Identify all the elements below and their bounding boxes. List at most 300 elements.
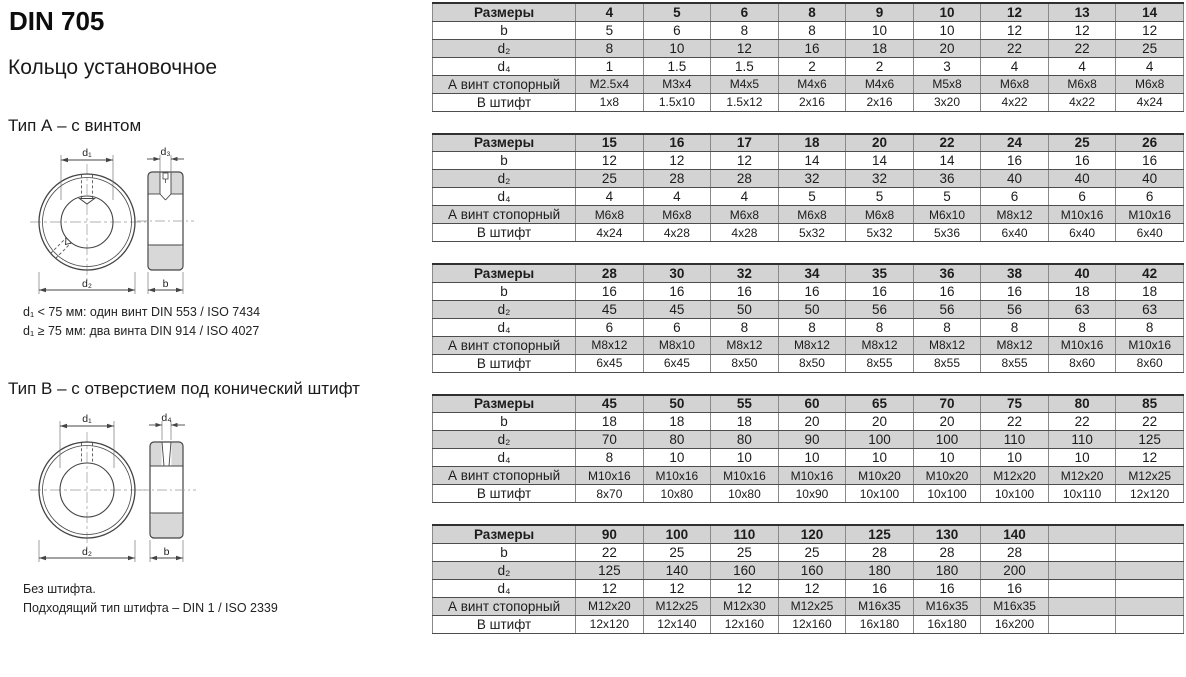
value-cell-b: 8 — [778, 21, 846, 39]
row-label-b: b — [433, 152, 576, 170]
page-title: DIN 705 — [9, 6, 105, 36]
value-cell-pin: 1.5x12 — [711, 93, 779, 111]
value-cell-b: 6 — [643, 21, 711, 39]
value-cell-d2: 32 — [778, 170, 846, 188]
dim-label-d1: d₁ — [82, 413, 92, 425]
size-header-cell: 80 — [1048, 395, 1116, 413]
value-cell-screw — [1116, 597, 1184, 615]
size-header-cell: 70 — [913, 395, 981, 413]
value-cell-d2: 56 — [913, 300, 981, 318]
dimension-table-2 — [432, 133, 1184, 243]
value-cell-b: 5 — [576, 21, 644, 39]
value-cell-pin: 10x80 — [643, 485, 711, 503]
value-cell-pin: 4x28 — [643, 224, 711, 242]
value-cell-screw: M4x6 — [778, 75, 846, 93]
value-cell-screw: M10x16 — [1116, 206, 1184, 224]
dimension-table-1 — [432, 2, 1184, 112]
value-cell-d2: 63 — [1048, 300, 1116, 318]
value-cell-b: 12 — [1116, 21, 1184, 39]
value-cell-d2: 63 — [1116, 300, 1184, 318]
value-cell-b: 12 — [981, 21, 1049, 39]
row-label-d2: d₂ — [433, 300, 576, 318]
value-cell-b: 16 — [711, 282, 779, 300]
row-label-b: b — [433, 543, 576, 561]
value-cell-d4: 4 — [711, 188, 779, 206]
value-cell-screw: M10x16 — [1048, 336, 1116, 354]
value-cell-d4: 8 — [576, 449, 644, 467]
value-cell-b: 8 — [711, 21, 779, 39]
value-cell-pin: 2x16 — [778, 93, 846, 111]
size-header-cell: 14 — [1116, 3, 1184, 21]
value-cell-b: 28 — [981, 543, 1049, 561]
value-cell-d4: 6 — [981, 188, 1049, 206]
value-cell-d2: 56 — [981, 300, 1049, 318]
value-cell-screw: M10x20 — [846, 467, 914, 485]
dim-label-d2: d₂ — [82, 546, 92, 558]
value-cell-d4: 16 — [846, 579, 914, 597]
value-cell-d2: 28 — [643, 170, 711, 188]
value-cell-pin: 16x180 — [846, 615, 914, 633]
value-cell-d2: 100 — [913, 431, 981, 449]
size-header-cell: 26 — [1116, 134, 1184, 152]
row-label-d4: d₄ — [433, 188, 576, 206]
value-cell-screw: M6x8 — [643, 206, 711, 224]
value-cell-pin — [1048, 615, 1116, 633]
value-cell-d4: 3 — [913, 57, 981, 75]
row-label-pin: В штифт — [433, 485, 576, 503]
value-cell-screw: M16x35 — [981, 597, 1049, 615]
value-cell-d4: 6 — [1116, 188, 1184, 206]
value-cell-screw: M4x5 — [711, 75, 779, 93]
row-label-pin: В штифт — [433, 615, 576, 633]
value-cell-screw: M6x8 — [711, 206, 779, 224]
size-header-cell: 34 — [778, 264, 846, 282]
value-cell-pin: 4x24 — [576, 224, 644, 242]
value-cell-pin: 12x120 — [1116, 485, 1184, 503]
value-cell-d4: 10 — [981, 449, 1049, 467]
value-cell-screw — [1048, 597, 1116, 615]
value-cell-screw: M8x12 — [711, 336, 779, 354]
type-a-notes — [23, 303, 260, 341]
value-cell-screw: M8x10 — [643, 336, 711, 354]
value-cell-d4: 5 — [778, 188, 846, 206]
value-cell-pin: 10x100 — [846, 485, 914, 503]
dim-label-d3: d₃ — [160, 146, 171, 158]
value-cell-d4: 5 — [846, 188, 914, 206]
value-cell-screw: M16x35 — [913, 597, 981, 615]
size-header-cell: 36 — [913, 264, 981, 282]
value-cell-d4: 1 — [576, 57, 644, 75]
value-cell-d2: 28 — [711, 170, 779, 188]
value-cell-screw: M12x25 — [643, 597, 711, 615]
sizes-header-label: Размеры — [433, 3, 576, 21]
sizes-header-label: Размеры — [433, 395, 576, 413]
dimension-table-4 — [432, 394, 1184, 504]
value-cell-d4 — [1048, 579, 1116, 597]
value-cell-d4: 5 — [913, 188, 981, 206]
value-cell-d2: 45 — [576, 300, 644, 318]
value-cell-pin: 4x22 — [1048, 93, 1116, 111]
value-cell-d2: 20 — [913, 39, 981, 57]
value-cell-d4: 4 — [1048, 57, 1116, 75]
value-cell-d4: 12 — [576, 579, 644, 597]
size-header-cell: 65 — [846, 395, 914, 413]
value-cell-pin: 8x55 — [846, 354, 914, 372]
value-cell-b: 25 — [778, 543, 846, 561]
value-cell-pin: 4x22 — [981, 93, 1049, 111]
value-cell-pin: 10x80 — [711, 485, 779, 503]
row-label-screw: А винт стопорный — [433, 206, 576, 224]
value-cell-d2: 10 — [643, 39, 711, 57]
row-label-screw: А винт стопорный — [433, 467, 576, 485]
value-cell-b: 16 — [981, 282, 1049, 300]
value-cell-d2: 125 — [1116, 431, 1184, 449]
value-cell-pin: 8x60 — [1048, 354, 1116, 372]
value-cell-pin: 6x40 — [1116, 224, 1184, 242]
value-cell-pin: 5x32 — [778, 224, 846, 242]
value-cell-pin: 8x70 — [576, 485, 644, 503]
value-cell-d4: 1.5 — [643, 57, 711, 75]
size-header-cell: 100 — [643, 525, 711, 543]
size-header-cell: 35 — [846, 264, 914, 282]
value-cell-screw: M6x10 — [913, 206, 981, 224]
value-cell-d2: 25 — [1116, 39, 1184, 57]
value-cell-b: 16 — [981, 152, 1049, 170]
value-cell-screw: M6x8 — [576, 206, 644, 224]
value-cell-d2: 200 — [981, 561, 1049, 579]
value-cell-pin: 4x28 — [711, 224, 779, 242]
size-header-cell: 90 — [576, 525, 644, 543]
value-cell-pin: 1.5x10 — [643, 93, 711, 111]
dimension-table-5 — [432, 524, 1184, 634]
size-header-cell: 120 — [778, 525, 846, 543]
size-header-cell: 4 — [576, 3, 644, 21]
value-cell-d2: 50 — [711, 300, 779, 318]
row-label-screw: А винт стопорный — [433, 336, 576, 354]
value-cell-b: 20 — [778, 413, 846, 431]
size-header-cell: 32 — [711, 264, 779, 282]
page-subtitle: Кольцо установочное — [8, 56, 218, 79]
type-b-heading: Тип В – с отверстием под конический штифт — [8, 379, 360, 398]
type-a-heading: Тип А – с винтом — [8, 116, 142, 135]
value-cell-pin: 12x160 — [778, 615, 846, 633]
value-cell-pin: 8x60 — [1116, 354, 1184, 372]
value-cell-screw: M10x16 — [711, 467, 779, 485]
value-cell-d2: 160 — [711, 561, 779, 579]
row-label-d2: d₂ — [433, 561, 576, 579]
value-cell-pin: 2x16 — [846, 93, 914, 111]
value-cell-pin: 10x110 — [1048, 485, 1116, 503]
value-cell-d4: 4 — [1116, 57, 1184, 75]
value-cell-pin: 8x50 — [778, 354, 846, 372]
value-cell-b: 22 — [1116, 413, 1184, 431]
value-cell-b: 28 — [913, 543, 981, 561]
size-header-cell: 45 — [576, 395, 644, 413]
value-cell-screw: M8x12 — [913, 336, 981, 354]
value-cell-pin: 10x100 — [913, 485, 981, 503]
value-cell-pin: 6x45 — [576, 354, 644, 372]
value-cell-d4: 8 — [913, 318, 981, 336]
value-cell-screw: M6x8 — [846, 206, 914, 224]
value-cell-pin: 6x40 — [981, 224, 1049, 242]
value-cell-b — [1048, 543, 1116, 561]
size-header-cell — [1116, 525, 1184, 543]
size-header-cell: 18 — [778, 134, 846, 152]
value-cell-screw: M5x8 — [913, 75, 981, 93]
value-cell-d2: 22 — [981, 39, 1049, 57]
size-header-cell: 25 — [1048, 134, 1116, 152]
value-cell-b: 20 — [846, 413, 914, 431]
size-header-cell: 85 — [1116, 395, 1184, 413]
value-cell-b: 10 — [846, 21, 914, 39]
row-label-d2: d₂ — [433, 431, 576, 449]
size-header-cell: 75 — [981, 395, 1049, 413]
value-cell-d2 — [1048, 561, 1116, 579]
value-cell-d4: 8 — [846, 318, 914, 336]
size-header-cell: 28 — [576, 264, 644, 282]
row-label-d4: d₄ — [433, 579, 576, 597]
size-header-cell: 30 — [643, 264, 711, 282]
size-header-cell: 9 — [846, 3, 914, 21]
value-cell-d4: 12 — [643, 579, 711, 597]
size-header-cell: 8 — [778, 3, 846, 21]
value-cell-screw: M10x16 — [1048, 206, 1116, 224]
value-cell-pin — [1116, 615, 1184, 633]
row-label-screw: А винт стопорный — [433, 597, 576, 615]
size-header-cell: 22 — [913, 134, 981, 152]
value-cell-d4: 6 — [1048, 188, 1116, 206]
value-cell-d2: 45 — [643, 300, 711, 318]
value-cell-pin: 8x50 — [711, 354, 779, 372]
value-cell-d2: 110 — [1048, 431, 1116, 449]
size-header-cell: 24 — [981, 134, 1049, 152]
value-cell-d2: 140 — [643, 561, 711, 579]
value-cell-d2: 90 — [778, 431, 846, 449]
value-cell-d2: 40 — [981, 170, 1049, 188]
value-cell-d2: 12 — [711, 39, 779, 57]
value-cell-b: 16 — [576, 282, 644, 300]
value-cell-d2: 70 — [576, 431, 644, 449]
value-cell-d4: 12 — [1116, 449, 1184, 467]
value-cell-d4: 6 — [576, 318, 644, 336]
sizes-header-label: Размеры — [433, 525, 576, 543]
value-cell-screw: M6x8 — [778, 206, 846, 224]
value-cell-pin: 12x120 — [576, 615, 644, 633]
value-cell-screw: M10x20 — [913, 467, 981, 485]
value-cell-d4: 8 — [778, 318, 846, 336]
value-cell-b: 16 — [1048, 152, 1116, 170]
value-cell-b: 28 — [846, 543, 914, 561]
value-cell-d4: 10 — [913, 449, 981, 467]
value-cell-d4: 10 — [778, 449, 846, 467]
row-label-d2: d₂ — [433, 170, 576, 188]
value-cell-screw: M12x25 — [1116, 467, 1184, 485]
value-cell-screw: M2.5x4 — [576, 75, 644, 93]
row-label-d4: d₄ — [433, 57, 576, 75]
value-cell-pin: 6x45 — [643, 354, 711, 372]
value-cell-d4: 8 — [711, 318, 779, 336]
value-cell-screw: M12x20 — [576, 597, 644, 615]
value-cell-screw: M10x16 — [1116, 336, 1184, 354]
value-cell-d4: 4 — [981, 57, 1049, 75]
size-header-cell: 140 — [981, 525, 1049, 543]
value-cell-screw: M8x12 — [981, 336, 1049, 354]
value-cell-d4: 16 — [981, 579, 1049, 597]
size-header-cell: 40 — [1048, 264, 1116, 282]
value-cell-pin: 5x32 — [846, 224, 914, 242]
size-header-cell: 13 — [1048, 3, 1116, 21]
value-cell-d4: 10 — [643, 449, 711, 467]
value-cell-d4: 8 — [1116, 318, 1184, 336]
row-label-b: b — [433, 282, 576, 300]
value-cell-pin: 16x200 — [981, 615, 1049, 633]
value-cell-b: 25 — [711, 543, 779, 561]
value-cell-d4: 16 — [913, 579, 981, 597]
value-cell-b: 14 — [778, 152, 846, 170]
value-cell-pin: 10x100 — [981, 485, 1049, 503]
value-cell-d4: 10 — [846, 449, 914, 467]
value-cell-pin: 4x24 — [1116, 93, 1184, 111]
size-header-cell: 110 — [711, 525, 779, 543]
value-cell-screw: M8x12 — [576, 336, 644, 354]
size-header-cell: 130 — [913, 525, 981, 543]
value-cell-d2: 160 — [778, 561, 846, 579]
value-cell-screw: M12x20 — [981, 467, 1049, 485]
value-cell-screw: M10x16 — [643, 467, 711, 485]
value-cell-b: 22 — [1048, 413, 1116, 431]
value-cell-b: 16 — [846, 282, 914, 300]
dimension-table-3 — [432, 263, 1184, 373]
row-label-b: b — [433, 21, 576, 39]
type-a-drawing — [25, 142, 220, 304]
value-cell-screw: M6x8 — [981, 75, 1049, 93]
value-cell-screw: M12x30 — [711, 597, 779, 615]
value-cell-d2: 125 — [576, 561, 644, 579]
value-cell-b: 12 — [1048, 21, 1116, 39]
value-cell-d4 — [1116, 579, 1184, 597]
value-cell-b: 18 — [711, 413, 779, 431]
value-cell-d2: 16 — [778, 39, 846, 57]
value-cell-b: 16 — [778, 282, 846, 300]
value-cell-d2: 180 — [913, 561, 981, 579]
sizes-header-label: Размеры — [433, 134, 576, 152]
type-a-note-2: d₁ ≥ 75 мм: два винта DIN 914 / ISO 4027 — [23, 324, 260, 338]
value-cell-b: 14 — [846, 152, 914, 170]
value-cell-b: 20 — [913, 413, 981, 431]
dim-label-d4: d₄ — [161, 412, 172, 424]
value-cell-d4: 8 — [981, 318, 1049, 336]
row-label-pin: В штифт — [433, 224, 576, 242]
value-cell-d4: 1.5 — [711, 57, 779, 75]
value-cell-pin: 12x160 — [711, 615, 779, 633]
value-cell-d2: 40 — [1116, 170, 1184, 188]
size-header-cell: 60 — [778, 395, 846, 413]
value-cell-d4: 6 — [643, 318, 711, 336]
value-cell-pin: 1x8 — [576, 93, 644, 111]
value-cell-b: 16 — [643, 282, 711, 300]
value-cell-b — [1116, 543, 1184, 561]
size-header-cell — [1048, 525, 1116, 543]
size-header-cell: 42 — [1116, 264, 1184, 282]
size-header-cell: 5 — [643, 3, 711, 21]
value-cell-d2: 36 — [913, 170, 981, 188]
value-cell-b: 25 — [643, 543, 711, 561]
row-label-d4: d₄ — [433, 449, 576, 467]
value-cell-b: 12 — [643, 152, 711, 170]
size-header-cell: 16 — [643, 134, 711, 152]
value-cell-pin: 5x36 — [913, 224, 981, 242]
value-cell-screw: M12x20 — [1048, 467, 1116, 485]
value-cell-d2: 56 — [846, 300, 914, 318]
size-header-cell: 50 — [643, 395, 711, 413]
value-cell-b: 18 — [1116, 282, 1184, 300]
dim-label-d1: d₁ — [82, 147, 92, 159]
value-cell-d4: 10 — [1048, 449, 1116, 467]
value-cell-b: 12 — [576, 152, 644, 170]
value-cell-b: 14 — [913, 152, 981, 170]
size-header-cell: 6 — [711, 3, 779, 21]
value-cell-screw: M6x8 — [1116, 75, 1184, 93]
value-cell-screw: M4x6 — [846, 75, 914, 93]
sizes-header-label: Размеры — [433, 264, 576, 282]
value-cell-d2: 25 — [576, 170, 644, 188]
row-label-pin: В штифт — [433, 93, 576, 111]
row-label-d2: d₂ — [433, 39, 576, 57]
size-header-cell: 10 — [913, 3, 981, 21]
value-cell-pin: 12x140 — [643, 615, 711, 633]
size-header-cell: 17 — [711, 134, 779, 152]
value-cell-d2: 100 — [846, 431, 914, 449]
value-cell-d2 — [1116, 561, 1184, 579]
value-cell-d4: 4 — [643, 188, 711, 206]
size-header-cell: 12 — [981, 3, 1049, 21]
value-cell-screw: M8x12 — [846, 336, 914, 354]
value-cell-screw: M10x16 — [576, 467, 644, 485]
type-b-note-2: Подходящий тип штифта – DIN 1 / ISO 2339 — [23, 601, 278, 615]
dim-label-b: b — [162, 278, 169, 290]
value-cell-d4: 2 — [778, 57, 846, 75]
value-cell-b: 10 — [913, 21, 981, 39]
row-label-screw: А винт стопорный — [433, 75, 576, 93]
value-cell-d2: 40 — [1048, 170, 1116, 188]
value-cell-pin: 3x20 — [913, 93, 981, 111]
value-cell-pin: 10x90 — [778, 485, 846, 503]
value-cell-screw: M16x35 — [846, 597, 914, 615]
row-label-b: b — [433, 413, 576, 431]
value-cell-d2: 22 — [1048, 39, 1116, 57]
value-cell-d2: 180 — [846, 561, 914, 579]
value-cell-d4: 10 — [711, 449, 779, 467]
dim-label-b: b — [163, 546, 170, 558]
value-cell-b: 22 — [576, 543, 644, 561]
value-cell-screw: M3x4 — [643, 75, 711, 93]
value-cell-pin: 16x180 — [913, 615, 981, 633]
row-label-pin: В штифт — [433, 354, 576, 372]
value-cell-b: 22 — [981, 413, 1049, 431]
value-cell-pin: 8x55 — [981, 354, 1049, 372]
value-cell-b: 16 — [913, 282, 981, 300]
value-cell-d4: 12 — [778, 579, 846, 597]
size-header-cell: 15 — [576, 134, 644, 152]
size-header-cell: 20 — [846, 134, 914, 152]
value-cell-b: 18 — [1048, 282, 1116, 300]
size-header-cell: 38 — [981, 264, 1049, 282]
value-cell-d2: 18 — [846, 39, 914, 57]
value-cell-pin: 6x40 — [1048, 224, 1116, 242]
value-cell-screw: M8x12 — [778, 336, 846, 354]
value-cell-pin: 8x55 — [913, 354, 981, 372]
value-cell-d2: 80 — [711, 431, 779, 449]
